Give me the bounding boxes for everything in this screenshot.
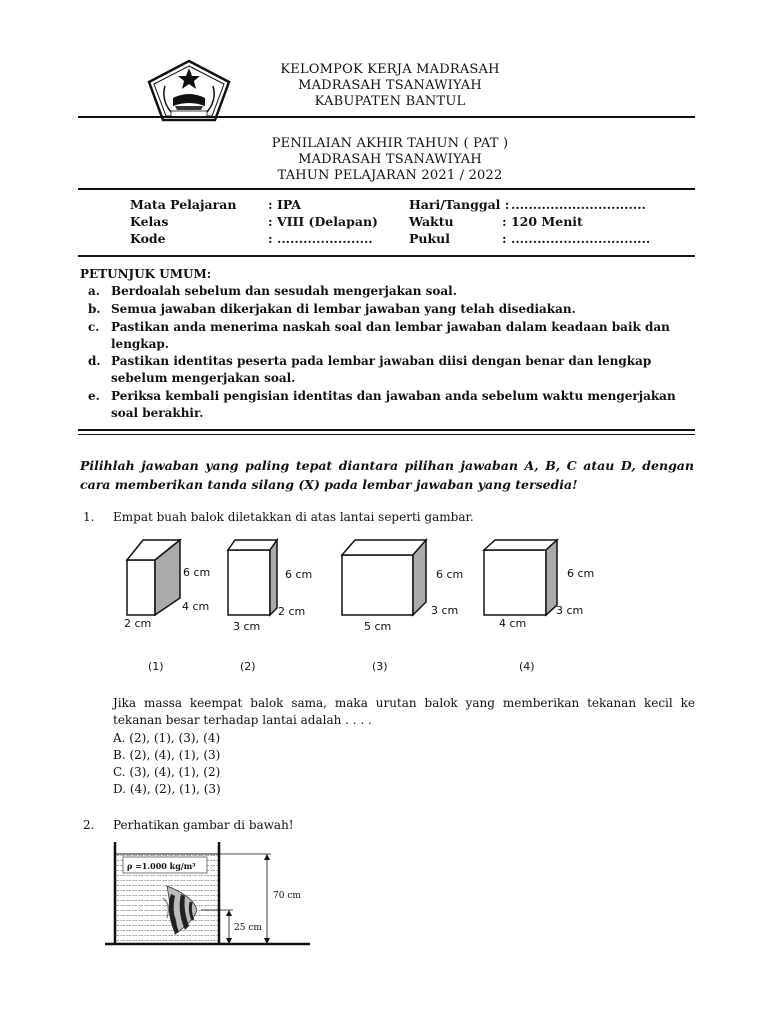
identity-value: : ......................	[268, 231, 373, 246]
block-4-label: (4)	[519, 660, 535, 673]
question-text: Perhatikan gambar di bawah!	[113, 818, 294, 832]
block-4	[484, 540, 594, 630]
identity-label: Mata Pelajaran	[130, 197, 237, 212]
question-text: Empat buah balok diletakkan di atas lantai seperti gambar.	[113, 510, 474, 524]
item-text: Periksa kembali pengisian identitas dan jawaban anda sebelum waktu mengerjakan soal berakhir.	[111, 389, 676, 420]
instruction-item	[88, 388, 696, 422]
header-line-3: KABUPATEN BANTUL	[314, 94, 466, 109]
item-letter: e.	[88, 389, 100, 403]
aquarium-figure	[105, 838, 315, 954]
identity-label: Hari/Tanggal :	[409, 197, 510, 212]
height-fish-label: 25 cm	[234, 923, 262, 933]
identity-value: : ................................	[502, 231, 651, 246]
item-letter: b.	[88, 302, 101, 316]
block-3	[342, 540, 463, 633]
instruction-item	[88, 301, 696, 318]
item-text: Pastikan anda menerima naskah soal dan lembar jawaban dalam keadaan baik dan lengkap.	[111, 320, 670, 351]
instructions-title: PETUNJUK UMUM:	[80, 267, 212, 281]
instruction-item	[88, 283, 696, 300]
identity-value: : 120 Menit	[502, 214, 583, 229]
institution-header	[235, 62, 545, 110]
item-text: Berdoalah sebelum dan sesudah mengerjakan soal.	[111, 284, 457, 298]
block-3-width: 5 cm	[364, 620, 392, 633]
block-1-depth: 4 cm	[182, 600, 210, 613]
instructions-divider-bottom	[78, 434, 695, 435]
block-2-depth: 2 cm	[278, 605, 306, 618]
identity-label: Pukul	[409, 231, 450, 246]
block-2-label: (2)	[240, 660, 256, 673]
block-2	[228, 540, 312, 633]
madrasah-logo	[145, 58, 233, 124]
header-line-1: KELOMPOK KERJA MADRASAH	[280, 62, 500, 77]
option-a: A. (2), (1), (3), (4)	[113, 731, 221, 745]
instruction-item	[88, 319, 696, 353]
identity-label: Kode	[130, 231, 166, 246]
block-2-width: 3 cm	[233, 620, 261, 633]
item-letter: d.	[88, 354, 101, 368]
block-2-height: 6 cm	[285, 568, 313, 581]
exam-divider	[78, 188, 695, 190]
item-text: Semua jawaban dikerjakan di lembar jawaban yang telah disediakan.	[111, 302, 576, 316]
answer-instruction: Pilihlah jawaban yang paling tepat diantara pilihan jawaban A, B, C atau D, dengan cara memberikan tanda silang (X) pada lembar jawaban yang tersedia!	[80, 458, 694, 492]
block-4-depth: 3 cm	[556, 604, 584, 617]
identity-label: Kelas	[130, 214, 169, 229]
block-1-label: (1)	[148, 660, 164, 673]
identity-divider	[78, 255, 695, 257]
block-3-height: 6 cm	[436, 568, 464, 581]
question-number: 2.	[83, 818, 95, 832]
block-1-height: 6 cm	[183, 566, 211, 579]
exam-line-3: TAHUN PELAJARAN 2021 / 2022	[277, 168, 503, 183]
exam-line-2: MADRASAH TSANAWIYAH	[298, 152, 482, 167]
question-number: 1.	[83, 510, 95, 524]
identity-value: ...............................	[511, 197, 646, 212]
density-label: ρ =1.000 kg/m³	[127, 861, 196, 871]
option-d: D. (4), (2), (1), (3)	[113, 782, 221, 796]
height-total-label: 70 cm	[273, 891, 301, 901]
block-3-label: (3)	[372, 660, 388, 673]
option-c: C. (3), (4), (1), (2)	[113, 765, 221, 779]
item-letter: a.	[88, 284, 100, 298]
item-letter: c.	[88, 320, 100, 334]
block-3-depth: 3 cm	[431, 604, 459, 617]
blocks-figure	[110, 530, 610, 675]
instructions-divider-top	[78, 429, 695, 431]
item-text: Pastikan identitas peserta pada lembar jawaban diisi dengan benar dan lengkap sebelum mengerjakan soal.	[111, 354, 652, 385]
instruction-item	[88, 353, 696, 387]
identity-value: : VIII (Delapan)	[268, 214, 378, 229]
block-1	[124, 540, 210, 630]
block-4-height: 6 cm	[567, 567, 595, 580]
block-4-width: 4 cm	[499, 617, 527, 630]
question-1-prompt: Jika massa keempat balok sama, maka urutan balok yang memberikan tekanan kecil ke tekanan besar terhadap lantai adalah . . . .	[113, 696, 695, 727]
header-divider	[78, 116, 695, 118]
identity-label: Waktu	[409, 214, 454, 229]
option-b: B. (2), (4), (1), (3)	[113, 748, 221, 762]
exam-line-1: PENILAIAN AKHIR TAHUN ( PAT )	[271, 136, 509, 151]
exam-title	[235, 136, 545, 184]
block-1-width: 2 cm	[124, 617, 152, 630]
identity-value: : IPA	[268, 197, 302, 212]
header-line-2: MADRASAH TSANAWIYAH	[298, 78, 482, 93]
